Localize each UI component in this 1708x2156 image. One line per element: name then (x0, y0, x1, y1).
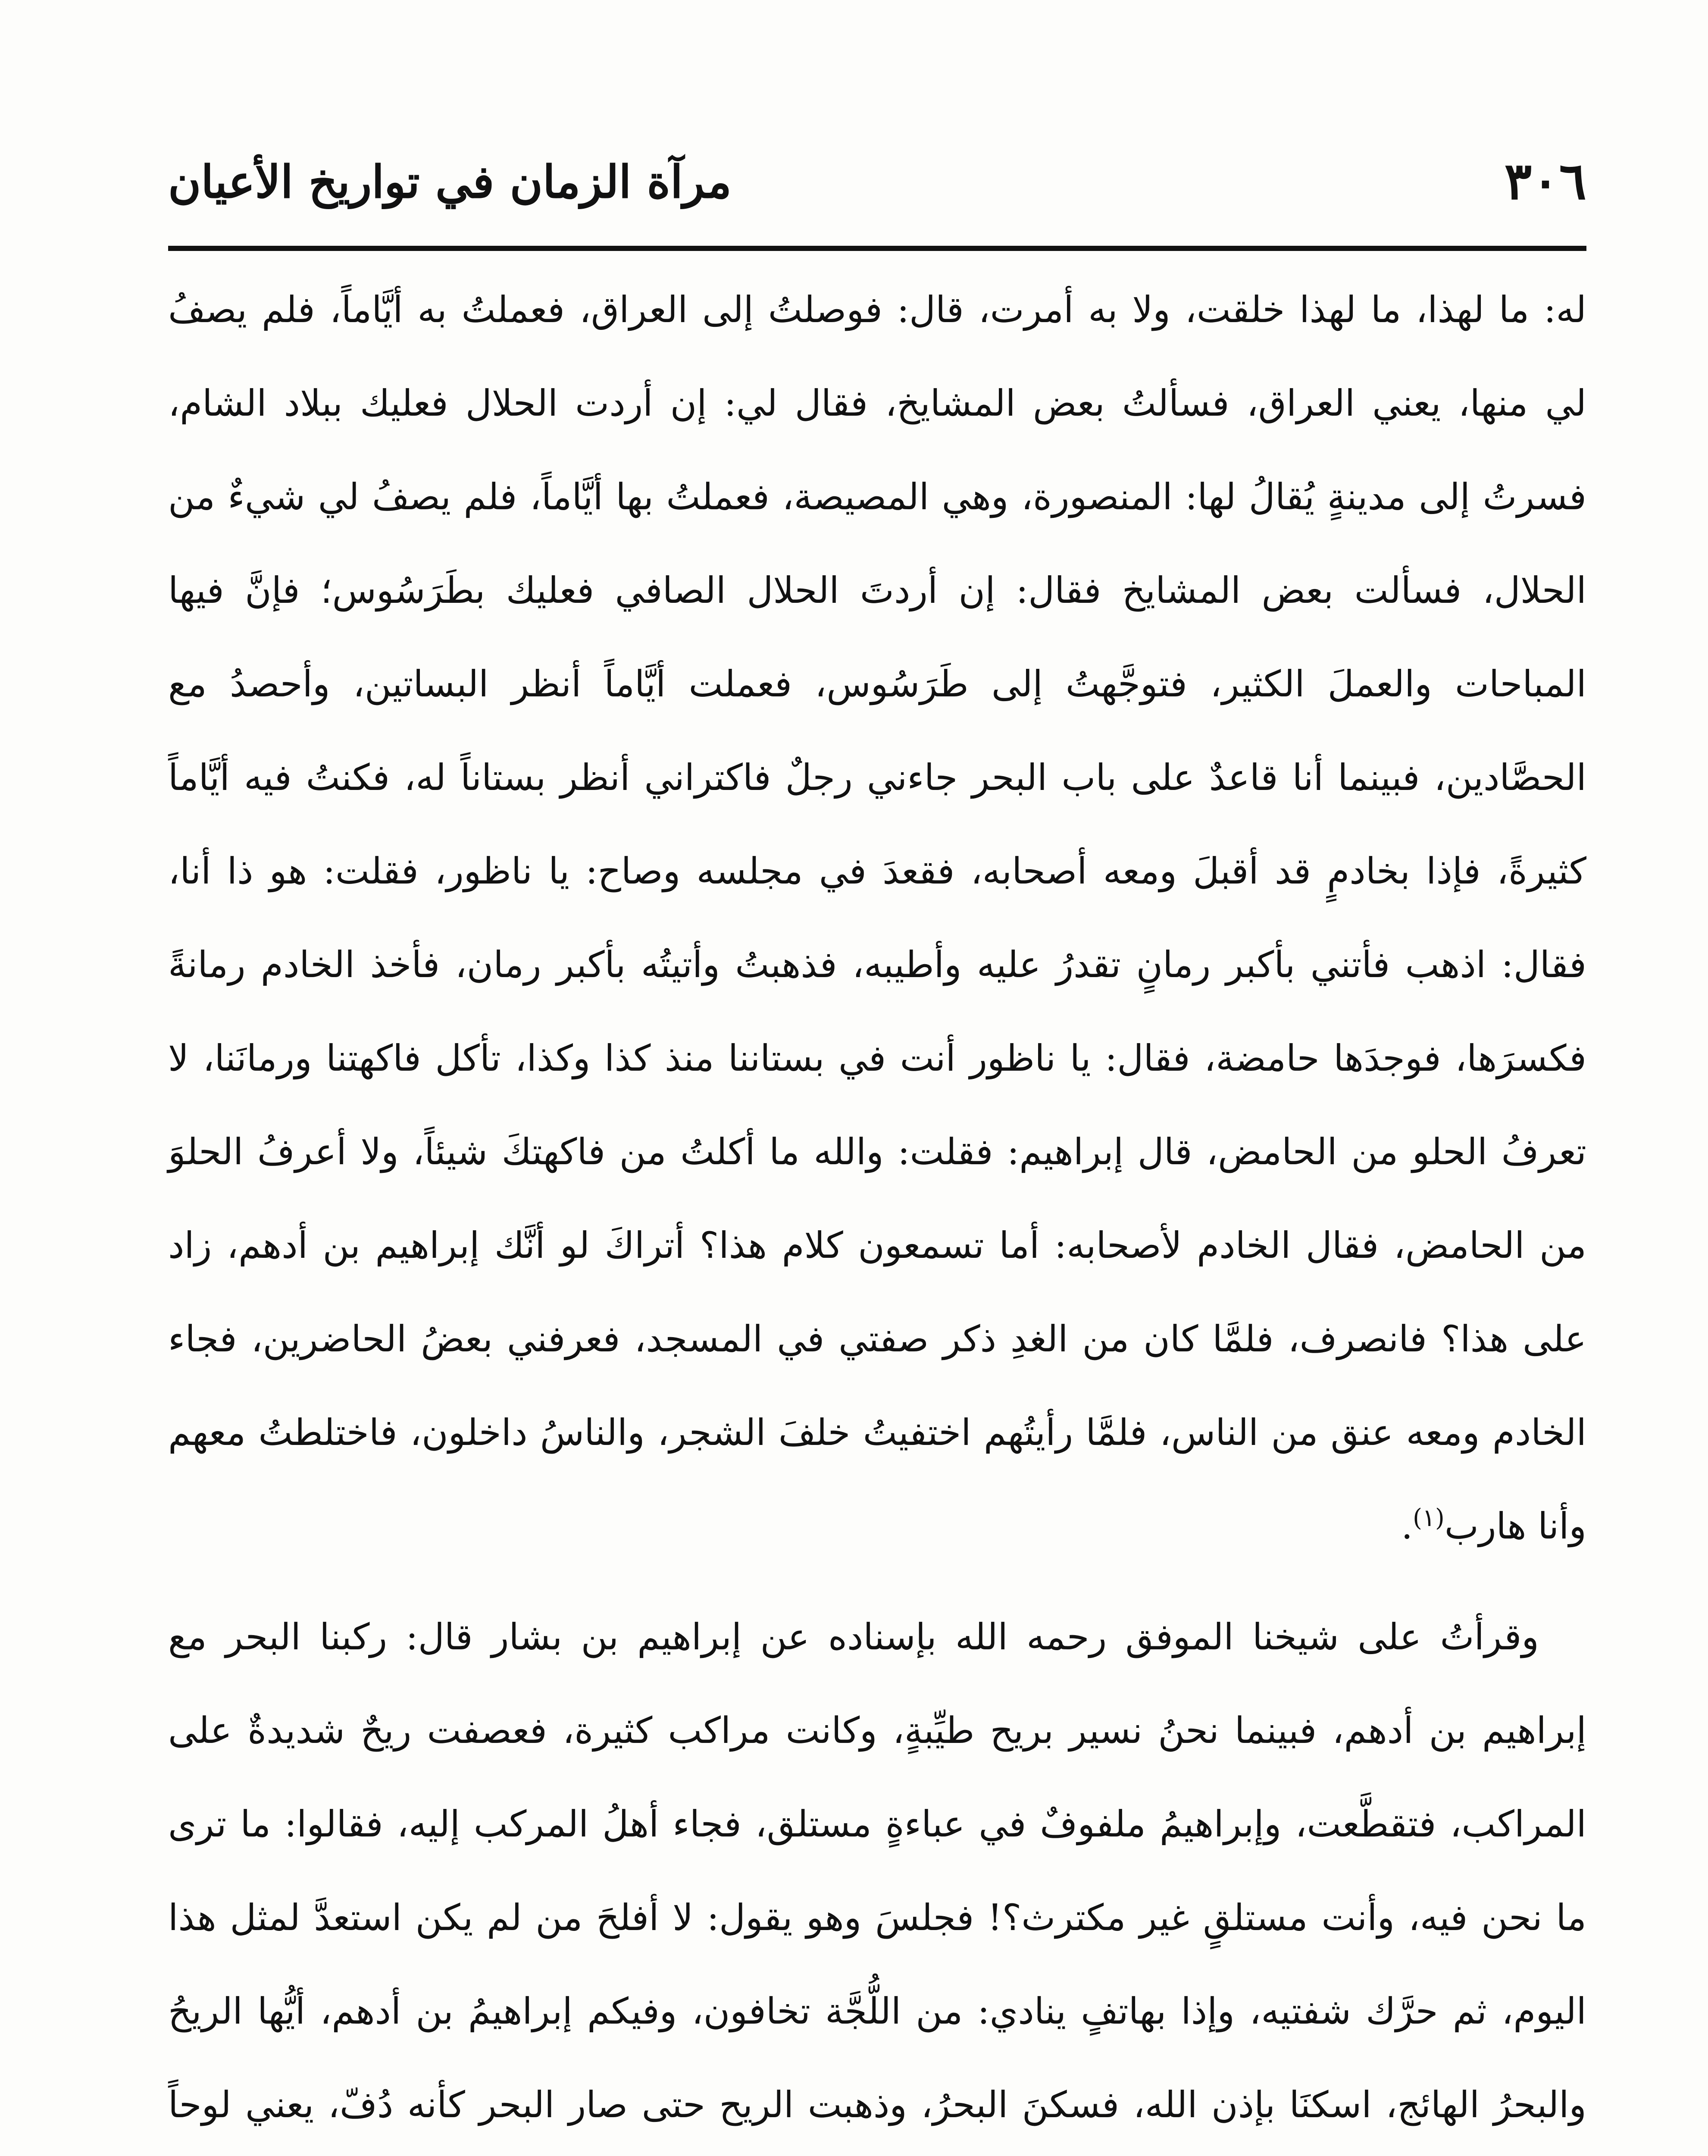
main-text (168, 263, 1586, 2156)
paragraph-2: وقرأتُ على شيخنا الموفق رحمه الله بإسناده عن إبراهيم بن بشار قال: ركبنا البحر مع إبراهيم بن أدهم، فبينما نحنُ نسير بريح طيِّبةٍ، وكانت مراكب كثيرة، فعصفت ريحٌ شديدةٌ على المراكب، فتقطَّعت، وإبراهيمُ ملفوفٌ في عباءةٍ مستلق، فجاء أهلُ المركب إليه، فقالوا: ما ترى ما نحن فيه، وأنت مستلقٍ غير مكترث؟! فجلسَ وهو يقول: لا أفلحَ من لم يكن استعدَّ لمثل هذا اليوم، ثم حرَّك شفتيه، وإذا بهاتفٍ ينادي: من اللُّجَّة تخافون، وفيكم إبراهيمُ بن أدهم، أيُّها الريحُ والبحرُ الهائج، اسكنَا بإذن الله، فسكنَ البحرُ، وذهبت الريح حتى صار البحر كأنه دُفّ، يعني لوحاً (168, 1616, 1586, 2126)
paragraph-1-end: . (1401, 1505, 1413, 1547)
footnote-ref-1: (١) (1413, 1504, 1445, 1532)
paragraph-1-text: له: ما لهذا، ما لهذا خلقت، ولا به أمرت، قال: فوصلتُ إلى العراق، فعملتُ به أيَّاماً، فلم يصفُ لي منها، يعني العراق، فسألتُ بعض المشايخ، فقال لي: إن أردت الحلال فعليك ببلاد الشام، فسرتُ إلى مدينةٍ يُقالُ لها: المنصورة، وهي المصيصة، فعملتُ بها أيَّاماً، فلم يصفُ لي شيءٌ من الحلال، فسألت بعض المشايخ فقال: إن أردتَ الحلال الصافي فعليك بطَرَسُوس؛ فإنَّ فيها المباحات والعملَ الكثير، فتوجَّهتُ إلى طَرَسُوس، فعملت أيَّاماً أنظر البساتين، وأحصدُ مع الحصَّادين، فبينما أنا قاعدٌ على باب البحر جاءني رجلٌ فاكتراني أنظر بستاناً له، فكنتُ فيه أيَّاماً كثيرةً، فإذا بخادمٍ قد أقبلَ ومعه أصحابه، فقعدَ في مجلسه وصاح: يا ناظور، فقلت: هو ذا أنا، فقال: اذهب فأتني بأكبر رمانٍ تقدرُ عليه وأطيبه، فذهبتُ وأتيتُه بأكبر رمان، فأخذ الخادم رمانةً فكسرَها، فوجدَها حامضة، فقال: يا ناظور أنت في بستاننا منذ كذا وكذا، تأكل فاكهتنا ورمانَنا، لا تعرفُ الحلو من الحامض، قال إبراهيم: فقلت: والله ما أكلتُ من فاكهتكَ شيئاً، ولا أعرفُ الحلوَ من الحامض، فقال الخادم لأصحابه: أما تسمعون كلام هذا؟ أتراكَ لو أنَّك إبراهيم بن أدهم، زاد على هذا؟ فانصرف، فلمَّا كان من الغدِ ذكر صفتي في المسجد، فعرفني بعضُ الحاضرين، فجاء الخادم ومعه عنق من الناس، فلمَّا رأيتُهم اختفيتُ خلفَ الشجر، والناسُ داخلون، فاختلطتُ معهم وأنا هارب (168, 288, 1586, 1547)
page-header (168, 142, 1586, 246)
header-rule (168, 246, 1586, 251)
paragraph-1 (168, 263, 1586, 1573)
page-number: ٣٠٦ (1504, 151, 1586, 211)
running-title: مرآة الزمان في تواريخ الأعيان (168, 155, 732, 208)
